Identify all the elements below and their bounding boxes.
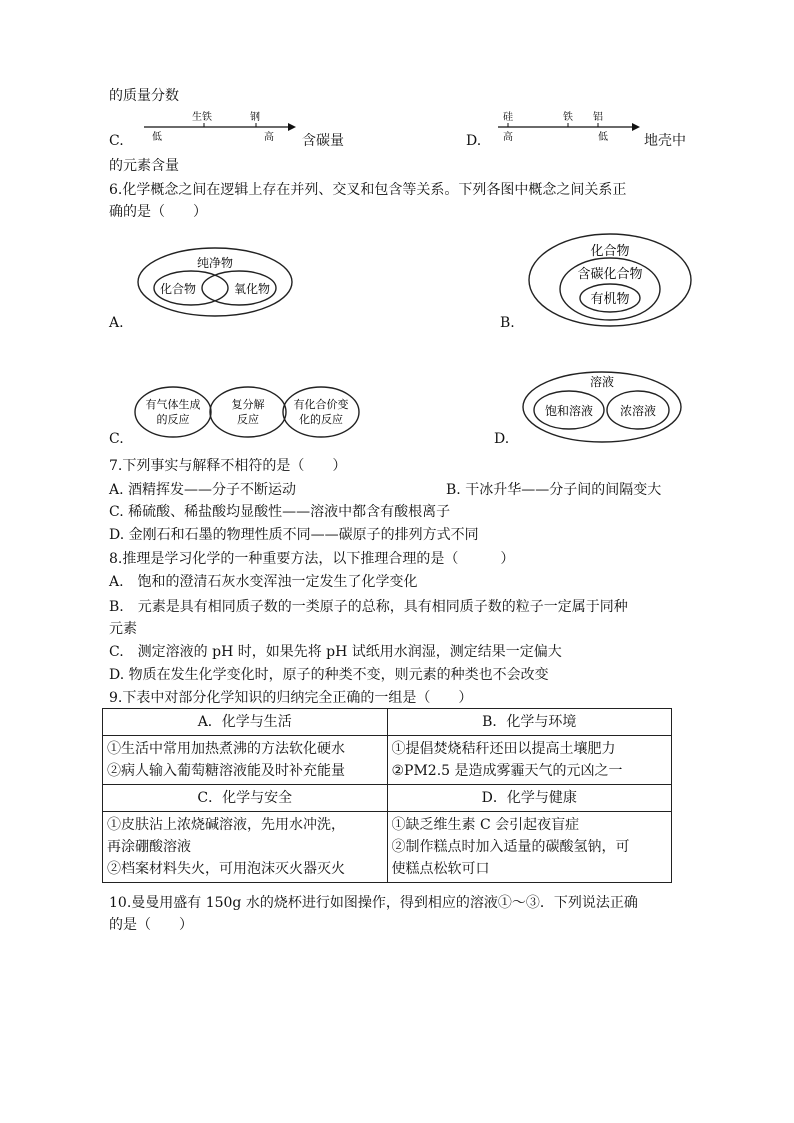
- q7-stem: 7.下列事实与解释不相符的是（ ）: [109, 458, 347, 474]
- q10-stem-line2: 的是（ ）: [109, 917, 193, 933]
- q9-b-line1: ①提倡焚烧秸秆还田以提高土壤肥力: [391, 741, 616, 757]
- q6d-label-rongye: 溶液: [589, 375, 615, 389]
- q5-option-d-caption2: 的元素含量: [109, 158, 179, 174]
- q6-option-d-label: D.: [494, 431, 510, 447]
- q9-cell-b: [387, 736, 672, 785]
- q6a-label-huahewu: 化合物: [159, 282, 197, 296]
- q6d-label-baohe: 饱和溶液: [544, 404, 594, 418]
- q9-head-a: A．化学与生活: [103, 709, 388, 736]
- q7-option-b: B. 干冰升华——分子间的间隔变大: [446, 482, 662, 498]
- q5-option-d-label: D.: [466, 133, 482, 149]
- q9-head-b: B．化学与环境: [387, 709, 672, 736]
- q6c-label-3a: 有化合价变: [293, 398, 349, 411]
- q7-option-d: D. 金刚石和石墨的物理性质不同——碳原子的排列方式不同: [109, 527, 479, 543]
- q8-option-b-line2: 元素: [109, 621, 137, 637]
- q5d-label-lv: 铝: [593, 112, 603, 123]
- q5c-label-shengtie: 生铁: [192, 112, 212, 123]
- q6c-label-1b: 的反应: [156, 413, 190, 426]
- q5d-label-tie: 铁: [563, 112, 573, 123]
- q9-d-line1: ①缺乏维生素 C 会引起夜盲症: [391, 817, 580, 833]
- q9-c-line3: ②档案材料失火，可用泡沫灭火器灭火: [107, 861, 345, 877]
- q6-option-a-label: A.: [109, 315, 124, 331]
- q9-a-line2: ②病人输入葡萄糖溶液能及时补充能量: [107, 763, 345, 779]
- q9-d-line3: 使糕点松软可口: [391, 861, 490, 877]
- q7-option-a: A. 酒精挥发——分子不断运动: [109, 482, 297, 498]
- q6b-label-huahewu: 化合物: [590, 244, 630, 259]
- q8-option-d: D. 物质在发生化学变化时，原子的种类不变，则元素的种类也不会改变: [109, 667, 549, 683]
- q6-option-b-label: B.: [500, 315, 515, 331]
- q6a-label-yanghuawu: 氧化物: [233, 282, 271, 296]
- q6c-label-3b: 化的反应: [299, 413, 343, 426]
- q5-option-c-caption: 含碳量: [302, 133, 344, 149]
- q5d-label-gui: 硅: [503, 112, 513, 123]
- q5c-label-high: 高: [264, 132, 274, 143]
- q8-option-b-line1: B. 元素是具有相同质子数的一类原子的总称，具有相同质子数的粒子一定属于同种: [109, 599, 628, 615]
- q5c-label-low: 低: [152, 132, 162, 143]
- q9-head-d: D．化学与健康: [387, 785, 672, 812]
- q6b-label-hantanhuahewu: 含碳化合物: [577, 267, 643, 282]
- q5-option-c-axis: [140, 108, 300, 144]
- q9-cell-d: [387, 812, 672, 883]
- q6-option-c-diagram: [133, 384, 363, 440]
- q5-option-c-label: C.: [109, 133, 124, 149]
- q6-option-d-diagram: [521, 370, 683, 444]
- q6-option-a-diagram: [136, 246, 294, 318]
- q6b-label-youjiwu: 有机物: [590, 292, 630, 307]
- q9-c-line1: ①皮肤沾上浓烧碱溶液，先用水冲洗，: [107, 817, 345, 833]
- q7-option-c: C. 稀硫酸、稀盐酸均显酸性——溶液中都含有酸根离子: [109, 504, 451, 520]
- q9-a-line1: ①生活中常用加热煮沸的方法软化硬水: [107, 741, 345, 757]
- q6d-label-nong: 浓溶液: [619, 404, 657, 418]
- q5-option-d-caption: 地壳中: [644, 133, 686, 149]
- q5-option-d-axis: [494, 108, 644, 144]
- q9-d-line2: ②制作糕点时加入适量的碳酸氢钠，可: [391, 839, 630, 855]
- top-text: 的质量分数: [109, 88, 179, 104]
- q6-option-c-label: C.: [109, 431, 124, 447]
- q9-c-line2: 再涂硼酸溶液: [107, 839, 191, 855]
- q6c-label-2b: 反应: [237, 413, 259, 426]
- q6c-label-2a: 复分解: [231, 398, 265, 411]
- q9-cell-c: [103, 812, 388, 883]
- q8-option-c: C. 测定溶液的 pH 时，如果先将 pH 试纸用水润湿，测定结果一定偏大: [109, 644, 562, 660]
- q5c-label-gang: 钢: [250, 112, 260, 123]
- q5d-label-low: 低: [598, 132, 608, 143]
- q9-table: [102, 708, 672, 883]
- q6-option-b-diagram: [527, 232, 693, 328]
- q5d-label-high: 高: [503, 132, 513, 143]
- q6c-label-1a: 有气体生成: [145, 398, 201, 411]
- q6-stem-line1: 6.化学概念之间在逻辑上存在并列、交叉和包含等关系。下列各图中概念之间关系正: [109, 182, 627, 198]
- q9-stem: 9.下表中对部分化学知识的归纳完全正确的一组是（ ）: [109, 690, 473, 706]
- q6a-label-chunjingwu: 纯净物: [196, 256, 234, 270]
- q9-head-c: C．化学与安全: [103, 785, 388, 812]
- q8-stem: 8.推理是学习化学的一种重要方法，以下推理合理的是（ ）: [109, 551, 515, 567]
- q9-cell-a: [103, 736, 388, 785]
- q9-b-line2: ②PM2.5 是造成雾霾天气的元凶之一: [391, 763, 623, 779]
- q6-stem-line2: 确的是（ ）: [109, 204, 207, 220]
- q10-stem-line1: 10.曼曼用盛有 150g 水的烧杯进行如图操作，得到相应的溶液①～③．下列说法正确: [109, 895, 638, 911]
- q8-option-a: A. 饱和的澄清石灰水变浑浊一定发生了化学变化: [109, 574, 418, 590]
